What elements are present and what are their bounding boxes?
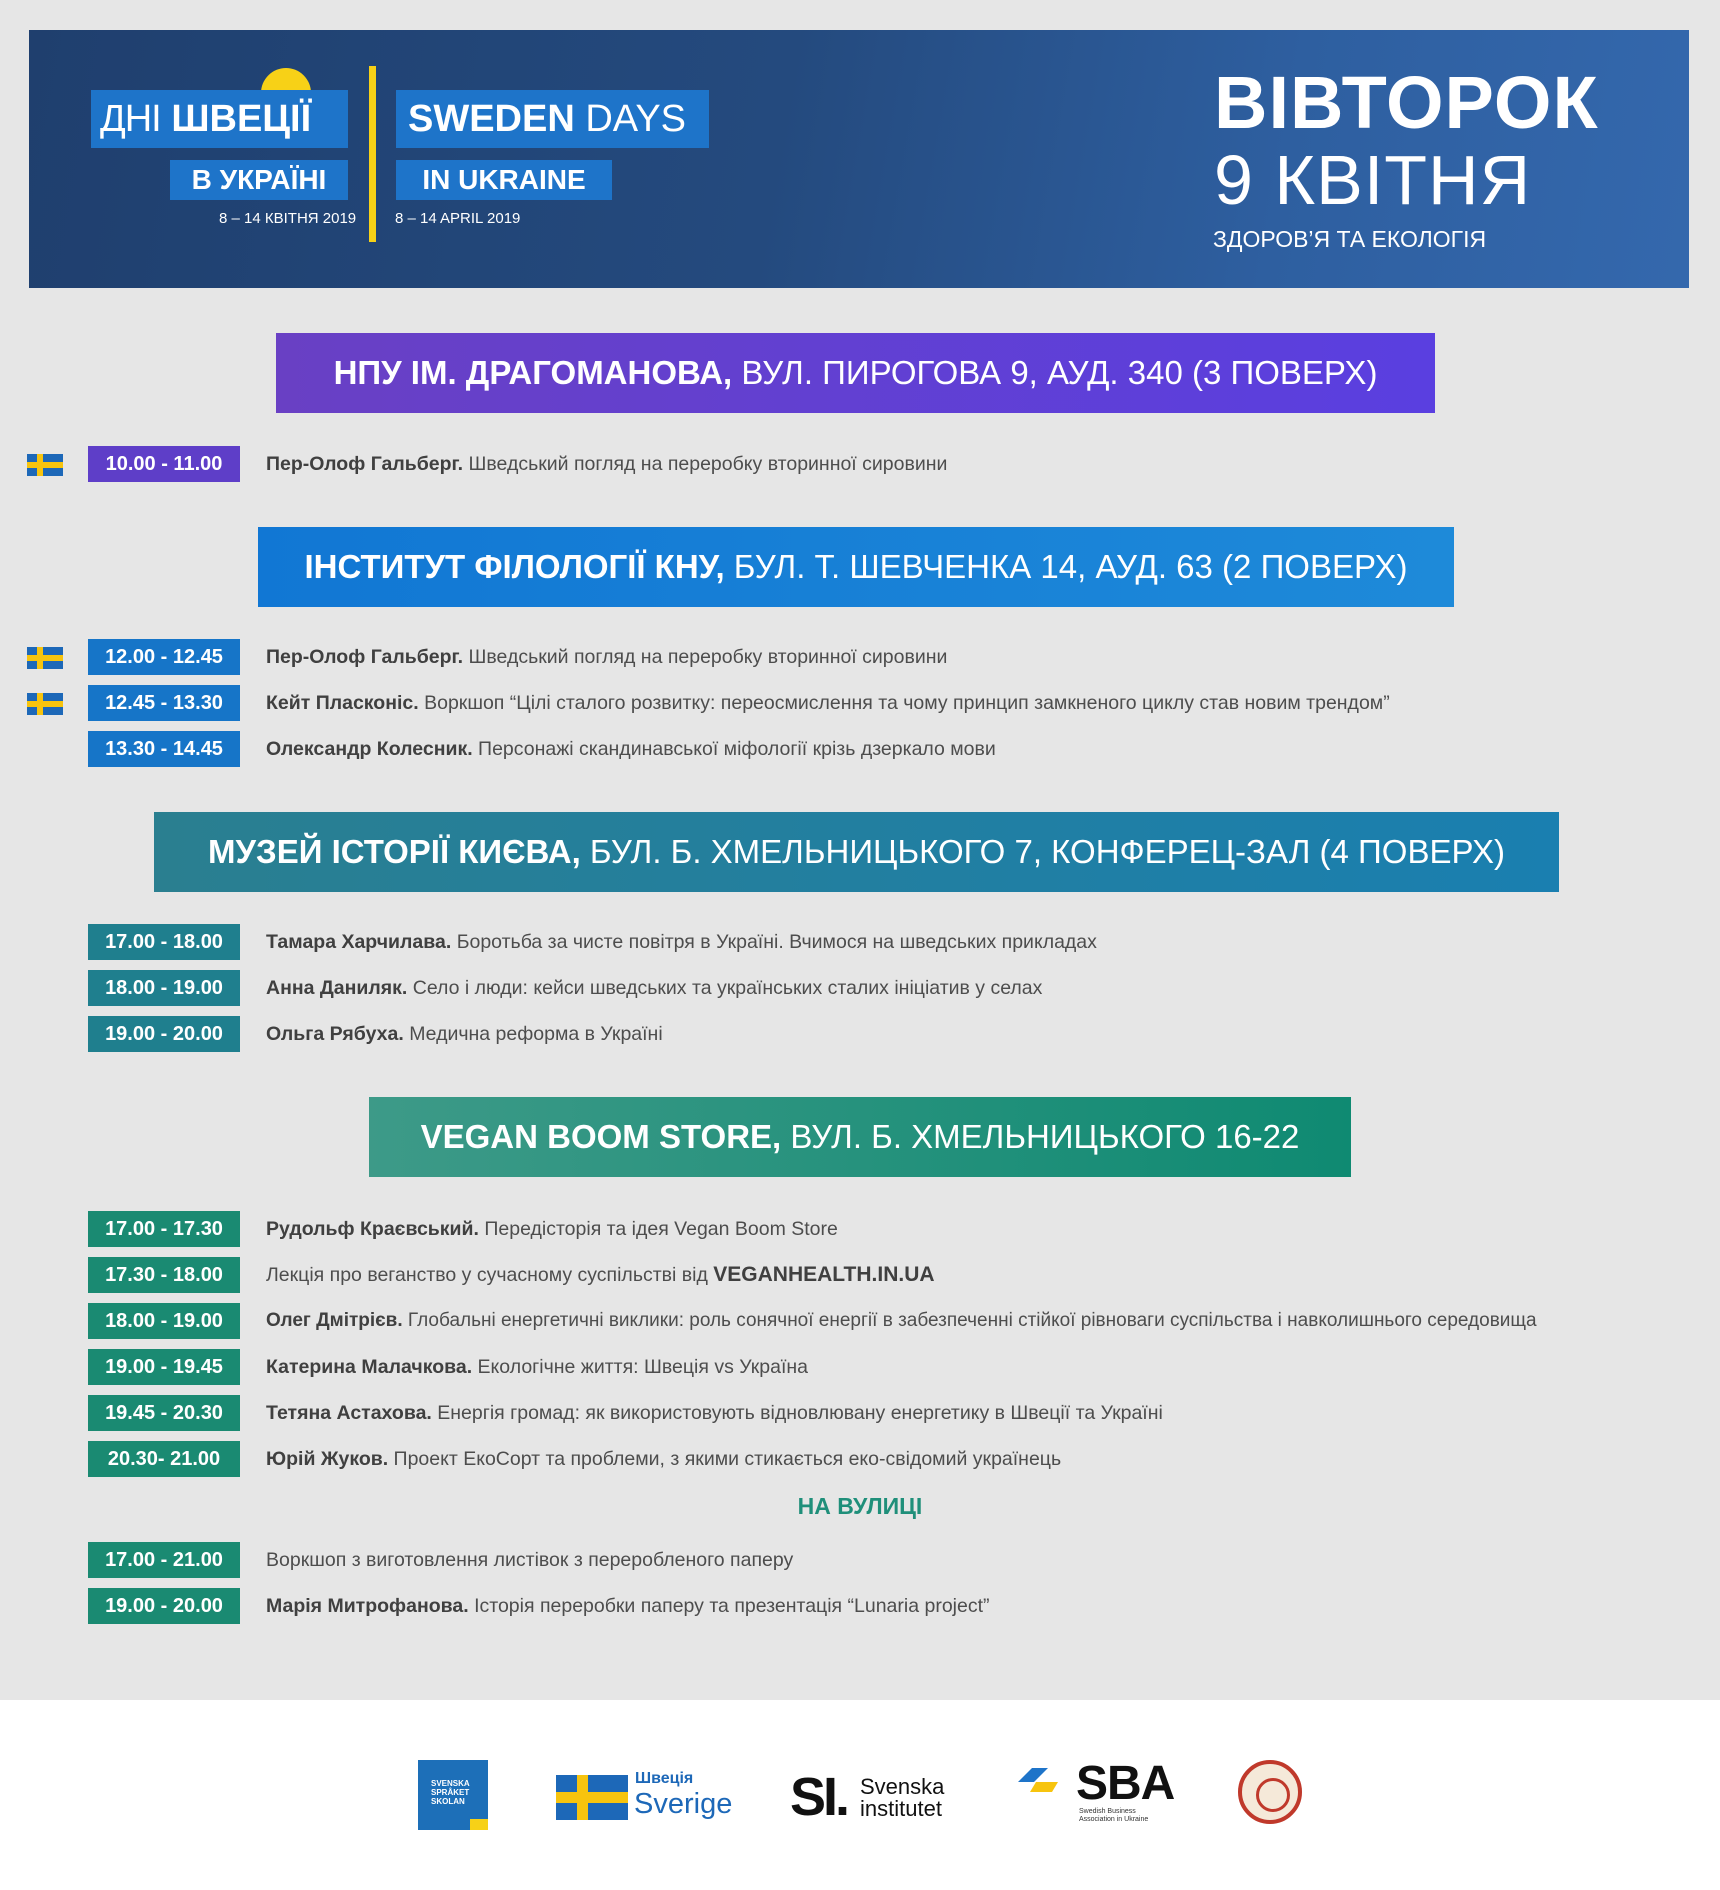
session-row [0, 1257, 1720, 1293]
session-row [0, 1349, 1720, 1385]
session-description: Катерина Малачкова. Екологічне життя: Швеція vs Україна [266, 1356, 809, 1378]
session-row [0, 1588, 1720, 1624]
session-description: Лекція про веганство у сучасному суспільстві від VEGANHEALTH.IN.UA [266, 1263, 935, 1286]
swedish-flag-icon [27, 647, 63, 669]
session-row [0, 1303, 1720, 1339]
session-description: Рудольф Краєвський. Передісторія та ідея Vegan Boom Store [266, 1218, 838, 1240]
session-description: Марія Митрофанова. Історія переробки паперу та презентація “Lunaria project” [266, 1595, 990, 1617]
day-theme: ЗДОРОВ’Я ТА ЕКОЛОГІЯ [1213, 226, 1487, 252]
session-time: 17.00 - 17.30 [88, 1211, 240, 1247]
session-time: 18.00 - 19.00 [88, 970, 240, 1006]
session-description: Пер-Олоф Гальберг. Шведський погляд на переробку вторинної сировини [266, 453, 948, 475]
session-description: Тамара Харчилава. Боротьба за чисте повітря в Україні. Вчимося на шведських прикладах [266, 931, 1097, 953]
sba-subtitle: Swedish Business Association in Ukraine [1079, 1808, 1149, 1823]
logo-en-subtitle: IN UKRAINE [396, 160, 612, 200]
venue-header-knu: ІНСТИТУТ ФІЛОЛОГІЇ КНУ, БУЛ. Т. ШЕВЧЕНКА 14, АУД. 63 (2 ПОВЕРХ) [258, 527, 1454, 607]
session-description: Олег Дмітрієв. Глобальні енергетичні виклики: роль сонячної енергії в забезпеченні стійкої рівноваги суспільства і навколишнього середовища [266, 1310, 1537, 1331]
venue-header-npu: НПУ ІМ. ДРАГОМАНОВА, ВУЛ. ПИРОГОВА 9, АУД. 340 (3 ПОВЕРХ) [276, 333, 1435, 413]
session-time: 19.00 - 20.00 [88, 1588, 240, 1624]
session-time: 17.00 - 21.00 [88, 1542, 240, 1578]
session-description: Олександр Колесник. Персонажі скандинавської міфології крізь дзеркало мови [266, 738, 996, 760]
session-row [0, 639, 1720, 675]
session-row [0, 731, 1720, 767]
logo-ua-subtitle: В УКРАЇНІ [170, 160, 348, 200]
swedish-flag-icon [27, 454, 63, 476]
session-row [0, 1542, 1720, 1578]
logo-divider [369, 66, 376, 242]
sba-logo: SBA [1076, 1757, 1175, 1810]
logo-en-title: SWEDEN DAYS [396, 90, 709, 148]
session-row [0, 924, 1720, 960]
session-description: Кейт Пласконіс. Воркшоп “Цілі сталого розвитку: переосмислення та чому принцип замкненого циклу став новим трендом” [266, 692, 1390, 714]
session-time: 10.00 - 11.00 [88, 446, 240, 482]
sverige-logo-small: Швеція [635, 1770, 694, 1787]
sverige-flag-icon [556, 1775, 628, 1820]
partner-footer [0, 1700, 1720, 1890]
session-row [0, 1211, 1720, 1247]
session-time: 12.45 - 13.30 [88, 685, 240, 721]
session-description: Пер-Олоф Гальберг. Шведський погляд на переробку вторинної сировини [266, 646, 948, 668]
session-row [0, 685, 1720, 721]
session-row [0, 446, 1720, 482]
logo-en-dates: 8 – 14 APRIL 2019 [395, 210, 521, 227]
session-time: 18.00 - 19.00 [88, 1303, 240, 1339]
venue-header-vegan-boom: VEGAN BOOM STORE, ВУЛ. Б. ХМЕЛЬНИЦЬКОГО 16-22 [369, 1097, 1351, 1177]
session-description: Тетяна Астахова. Енергія громад: як використовують відновлювану енергетику в Швеції та Україні [266, 1402, 1163, 1424]
header-banner [29, 30, 1689, 288]
session-time: 13.30 - 14.45 [88, 731, 240, 767]
session-time: 17.30 - 18.00 [88, 1257, 240, 1293]
website-link: VEGANHEALTH.IN.UA [713, 1263, 935, 1286]
svenska-institutet-text: Svenska institutet [860, 1774, 945, 1821]
session-row [0, 1441, 1720, 1477]
svenska-spraket-skolan-logo [418, 1760, 488, 1830]
venue-header-museum: МУЗЕЙ ІСТОРІЇ КИЄВА, БУЛ. Б. ХМЕЛЬНИЦЬКОГО 7, КОНФЕРЕЦ-ЗАЛ (4 ПОВЕРХ) [154, 812, 1559, 892]
session-time: 19.45 - 20.30 [88, 1395, 240, 1431]
swedish-flag-icon [27, 693, 63, 715]
session-row [0, 970, 1720, 1006]
session-description: Воркшоп з виготовлення листівок з переробленого паперу [266, 1549, 794, 1571]
sverige-logo-big: Sverige [634, 1788, 733, 1820]
session-time: 19.00 - 19.45 [88, 1349, 240, 1385]
logo-ua-dates: 8 – 14 КВІТНЯ 2019 [219, 210, 357, 227]
session-time: 19.00 - 20.00 [88, 1016, 240, 1052]
session-row [0, 1016, 1720, 1052]
day-date: 9 КВІТНЯ [1214, 141, 1532, 219]
session-time: 17.00 - 18.00 [88, 924, 240, 960]
street-heading: НА ВУЛИЦІ [797, 1493, 923, 1519]
session-description: Ольга Рябуха. Медична реформа в Україні [266, 1023, 663, 1045]
session-description: Юрій Жуков. Проект ЕкоСорт та проблеми, з якими стикається еко-свідомий українець [266, 1448, 1062, 1470]
logo-ua-title: ДНІ ШВЕЦІЇ [91, 90, 348, 148]
session-description: Анна Даниляк. Село і люди: кейси шведських та українських сталих ініціатив у селах [266, 977, 1043, 999]
session-time: 20.30- 21.00 [88, 1441, 240, 1477]
session-row [0, 1395, 1720, 1431]
svenska-institutet-mark: SI. [790, 1767, 848, 1827]
sba-wing-icon [1018, 1768, 1058, 1792]
sprak-logo-text: SVENSKA SPRÅKET SKOLAN [431, 1779, 470, 1806]
day-title: ВІВТОРОК [1214, 61, 1599, 144]
university-seal-icon [1238, 1760, 1302, 1824]
session-time: 12.00 - 12.45 [88, 639, 240, 675]
